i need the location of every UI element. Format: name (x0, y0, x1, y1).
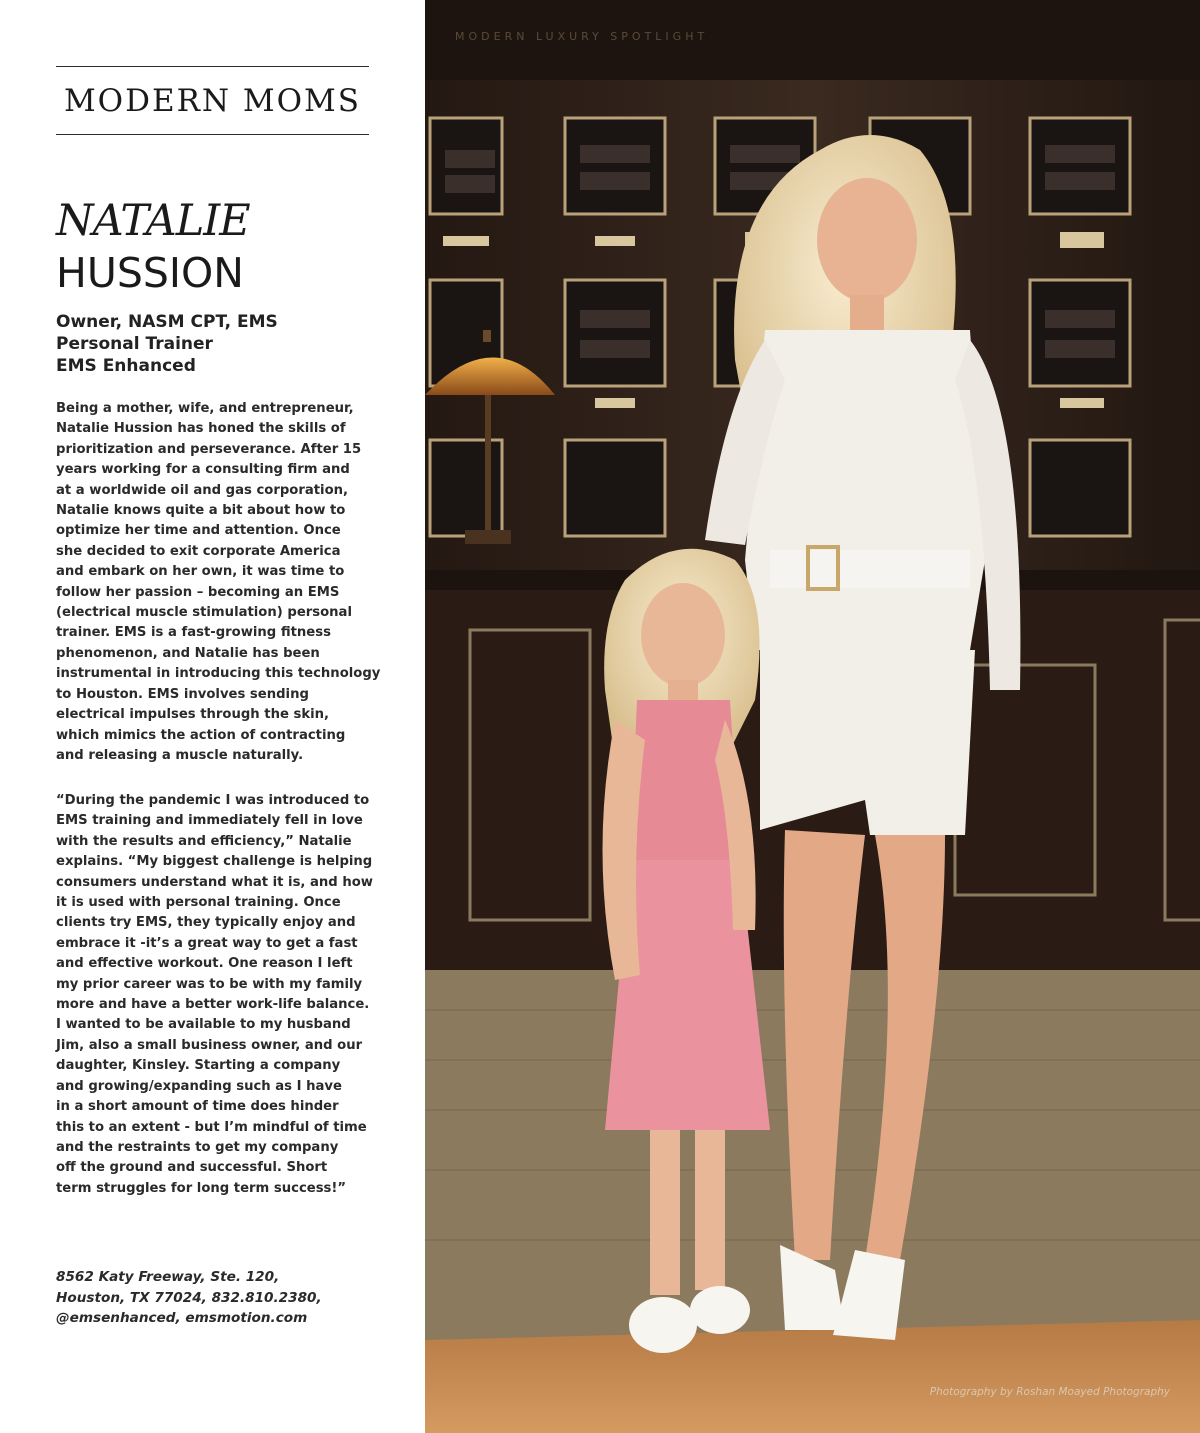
text-line: electrical impulses through the skin, (56, 707, 330, 723)
text-line: in a short amount of time does hinder (56, 1099, 339, 1115)
text-line: my prior career was to be with my family (56, 976, 363, 992)
article-paragraph-1 (56, 399, 381, 766)
photo-credit: Photography by Roshan Moayed Photography (929, 1386, 1170, 1398)
text-line: explains. “My biggest challenge is helping (56, 854, 373, 870)
profile-roles (56, 311, 278, 377)
text-line: and embark on her own, it was time to (56, 564, 345, 580)
contact-address: 8562 Katy Freeway, Ste. 120, (56, 1269, 280, 1285)
text-line: and growing/expanding such as I have (56, 1078, 342, 1094)
text-line: she decided to exit corporate America (56, 543, 341, 559)
title-top-rule (56, 66, 369, 67)
text-line: more and have a better work-life balance. (56, 997, 370, 1013)
text-line: at a worldwide oil and gas corporation, (56, 482, 349, 498)
text-line: and releasing a muscle naturally. (56, 747, 304, 763)
text-line: Being a mother, wife, and entrepreneur, (56, 401, 354, 416)
title-bottom-rule (56, 134, 369, 135)
text-line: and the restraints to get my company (56, 1139, 339, 1155)
text-line: clients try EMS, they typically enjoy and (56, 915, 356, 931)
text-line: and effective workout. One reason I left (56, 956, 353, 972)
text-line: follow her passion – becoming an EMS (56, 584, 340, 600)
text-line: off the ground and successful. Short (56, 1160, 328, 1176)
text-line: it is used with personal training. Once (56, 895, 341, 911)
contact-info (56, 1267, 322, 1329)
text-line: trainer. EMS is a fast-growing fitness (56, 625, 331, 641)
contact-city-phone: Houston, TX 77024, 832.810.2380, (56, 1289, 322, 1306)
text-line: (electrical muscle stimulation) personal (56, 605, 352, 621)
portrait-photo-illustration (425, 0, 1200, 1433)
text-line: which mimics the action of contracting (56, 727, 346, 743)
text-line: Natalie Hussion has honed the skills of (56, 421, 346, 437)
role-line: Personal Trainer (56, 334, 213, 354)
spotlight-label: MODERN LUXURY SPOTLIGHT (455, 30, 709, 43)
text-line: with the results and efficiency,” Natalie (56, 833, 352, 849)
role-line: EMS Enhanced (56, 356, 196, 376)
text-line: I wanted to be available to my husband (56, 1017, 351, 1033)
text-line: “During the pandemic I was introduced to (56, 793, 370, 808)
text-line: embrace it -it’s a great way to get a fast (56, 935, 358, 951)
text-line: Jim, also a small business owner, and our (56, 1037, 363, 1053)
profile-first-name: NATALIE (56, 196, 250, 246)
text-line: this to an extent - but I’m mindful of time (56, 1119, 367, 1135)
text-line: Natalie knows quite a bit about how to (56, 503, 346, 519)
article-column (0, 0, 425, 1433)
text-line: prioritization and perseverance. After 15 (56, 441, 362, 457)
text-line: term struggles for long term success!” (56, 1180, 347, 1196)
role-line: Owner, NASM CPT, EMS (56, 312, 278, 332)
text-line: daughter, Kinsley. Starting a company (56, 1058, 341, 1074)
portrait-photo (425, 0, 1200, 1433)
text-line: instrumental in introducing this technology (56, 666, 381, 682)
text-line: phenomenon, and Natalie has been (56, 645, 320, 661)
text-line: to Houston. EMS involves sending (56, 686, 309, 702)
text-line: optimize her time and attention. Once (56, 523, 341, 539)
section-title: MODERN MOMS (63, 83, 362, 119)
text-line: consumers understand what it is, and how (56, 874, 373, 890)
profile-last-name: HUSSION (56, 249, 244, 297)
text-line: years working for a consulting firm and (56, 462, 350, 478)
text-line: EMS training and immediately fell in love (56, 813, 363, 829)
contact-web: @emsenhanced, emsmotion.com (56, 1310, 308, 1326)
article-paragraph-2 (56, 791, 374, 1199)
